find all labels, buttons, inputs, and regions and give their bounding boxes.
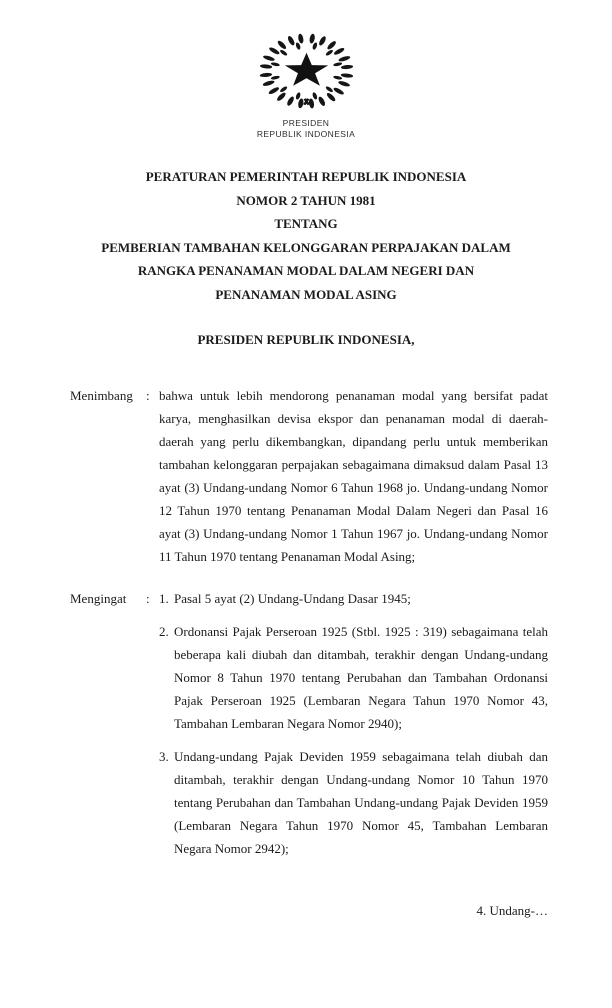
presidential-seal — [0, 0, 612, 139]
mengingat-label: Mengingat — [70, 591, 127, 606]
page-catchword: 4. Undang-… — [476, 903, 548, 918]
item-text: Undang-undang Pajak Deviden 1959 sebagaimana telah diubah dan ditambah, terakhir dengan Undang-undang Nomor 10 Tahun 1970 tentang Perubahan dan Tambahan Undang-undang Pajak Deviden 1959 (Lembaran Negara Tahun 1970 Nomor 45, Tambahan Lembaran Negara Nomor 2942); — [174, 749, 548, 856]
title-line-regulation: PERATURAN PEMERINTAH REPUBLIK INDONESIA — [145, 169, 467, 184]
title-line-tentang: TENTANG — [274, 216, 338, 231]
title-line-number: NOMOR 2 TAHUN 1981 — [236, 192, 376, 208]
menimbang-label: Menimbang — [70, 388, 133, 403]
regulation-title-block — [0, 165, 612, 306]
item-text: Ordonansi Pajak Perseroan 1925 (Stbl. 1925 : 319) sebagaimana telah beberapa kali diubah dan ditambah, terakhir dengan Undang-undang Nomor 8 Tahun 1970 tentang Perubahan dan Tambahan Ordonansi Pajak Perseroan 1925 (Lembaran Negara Tahun 1970 Nomor 43, Tambahan Lembaran Negara Nomor 2940); — [174, 624, 548, 731]
item-number: 2. — [159, 624, 169, 639]
menimbang-section — [70, 384, 548, 568]
mengingat-item — [159, 587, 548, 610]
seal-caption — [0, 118, 612, 139]
preamble-heading: PRESIDEN REPUBLIK INDONESIA, — [197, 332, 415, 347]
title-line-subject-1: PEMBERIAN TAMBAHAN KELONGGARAN PERPAJAKAN DALAM — [101, 239, 511, 255]
menimbang-text: bahwa untuk lebih mendorong penanaman modal yang bersifat padat karya, menghasilkan devisa ekspor dan penanaman modal di daerah-daerah yang perlu dikembangkan, dipandang perlu untuk memberikan tambahan kelonggaran perpajakan sebagaimana dimaksud dalam Pasal 13 ayat (3) Undang-undang Nomor 6 Tahun 1968 jo. Undang-undang Nomor 12 Tahun 1970 tentang Penanaman Modal Dalam Negeri dan Pasal 16 ayat (3) Undang-undang Nomor 1 Tahun 1967 jo. Undang-undang Nomor 11 Tahun 1970 tentang Penanaman Modal Asing; — [159, 388, 548, 564]
title-line-subject-2: RANGKA PENANAMAN MODAL DALAM NEGERI DAN — [137, 263, 475, 278]
seal-caption-line1: PRESIDEN — [282, 118, 330, 128]
star-glyph — [284, 53, 327, 86]
seal-caption-line2: REPUBLIK INDONESIA — [256, 128, 356, 139]
menimbang-colon: : — [146, 388, 150, 403]
mengingat-colon: : — [146, 591, 150, 606]
item-number: 3. — [159, 749, 169, 764]
mengingat-item — [159, 745, 548, 860]
item-number: 1. — [159, 591, 169, 606]
item-text: Pasal 5 ayat (2) Undang-Undang Dasar 1945; — [174, 591, 411, 606]
mengingat-list — [159, 587, 548, 860]
mengingat-section — [70, 587, 548, 860]
star-wreath-seal-icon — [259, 33, 354, 109]
mengingat-item — [159, 620, 548, 735]
title-line-subject-3: PENANAMAN MODAL ASING — [215, 286, 397, 302]
